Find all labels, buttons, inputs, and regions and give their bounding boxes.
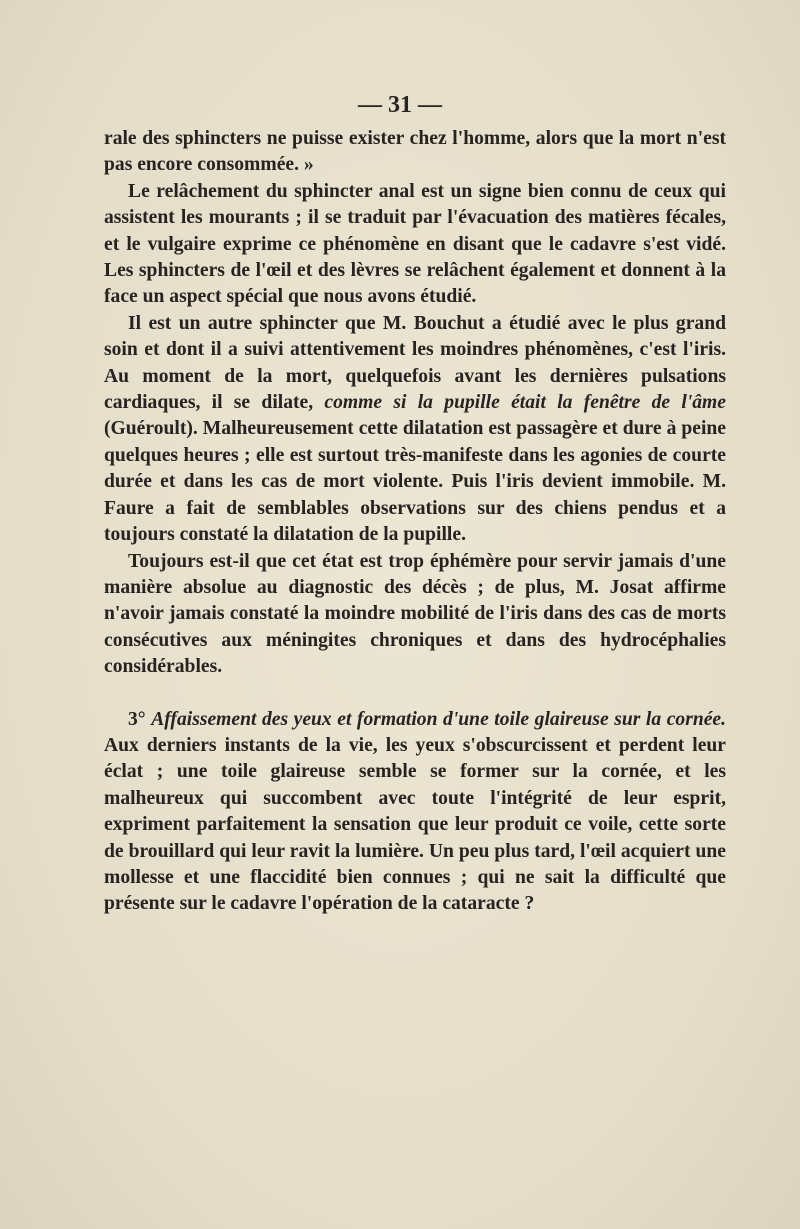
paragraph-1 [104, 126, 726, 179]
paragraph-text: rale des sphincters ne puisse exister chez l'homme, alors que la mort n'est pas encore consommée. » [104, 128, 726, 176]
section-number: 3° [128, 708, 152, 730]
section-heading: Affaissement des yeux et formation d'une toile glaireuse sur la cornée. [151, 708, 727, 730]
paragraph-text: (Guéroult). Malheureusement cette dilatation est passagère et dure à peine quelques heures ; elle est surtout très-manifeste dans les agonies de courte durée et dans les cas de mort violente. Puis l'iris devient immobile. M. Faure a fait de semblables observations sur des chiens pendus et a toujours constaté la dilatation de la pupille. [104, 418, 726, 546]
page-number: — 31 — [358, 92, 442, 118]
paragraph-text: Il est un autre sphincter que M. Bouchut a étudié avec le plus grand soin et dont il a suivi attentivement les moindres phénomènes, c'est l'iris. Au moment de la mort, quelquefois avant les dernières pulsations cardiaques, il se dilate, [104, 312, 726, 414]
paragraph-2 [104, 179, 726, 311]
paragraph-3 [104, 311, 726, 549]
paragraph-4 [104, 549, 726, 681]
paragraph-text: Toujours est-il que cet état est trop éphémère pour servir jamais d'une manière absolue au diagnostic des décès ; de plus, M. Josat affirme n'avoir jamais constaté la moindre mobilité de l'iris dans des cas de morts consécutives aux méningites chroniques et dans des hydrocéphalies considérables. [104, 550, 726, 678]
paragraph-5 [104, 707, 726, 918]
body-text [104, 126, 726, 918]
paragraph-text: Aux derniers instants de la vie, les yeux s'obscurcissent et perdent leur éclat ; une toile glaireuse semble se former sur la cornée, et les malheureux qui succombent avec toute l'intégrité de leur esprit, expriment parfaitement la sensation que leur produit ce voile, cette sorte de brouillard qui leur ravit la lumière. Un peu plus tard, l'œil acquiert une mollesse et une flaccidité bien connues ; qui ne sait la difficulté que présente sur le cadavre l'opération de la cataracte ? [104, 734, 726, 915]
paragraph-text: Le relâchement du sphincter anal est un signe bien connu de ceux qui assistent les mourants ; il se traduit par l'évacuation des matières fécales, et le vulgaire exprime ce phénomène en disant que le cadavre s'est vidé. Les sphincters de l'œil et des lèvres se relâchent également et donnent à la face un aspect spécial que nous avons étudié. [104, 180, 726, 308]
italic-quote: comme si la pupille était la fenêtre de l'âme [324, 392, 726, 414]
